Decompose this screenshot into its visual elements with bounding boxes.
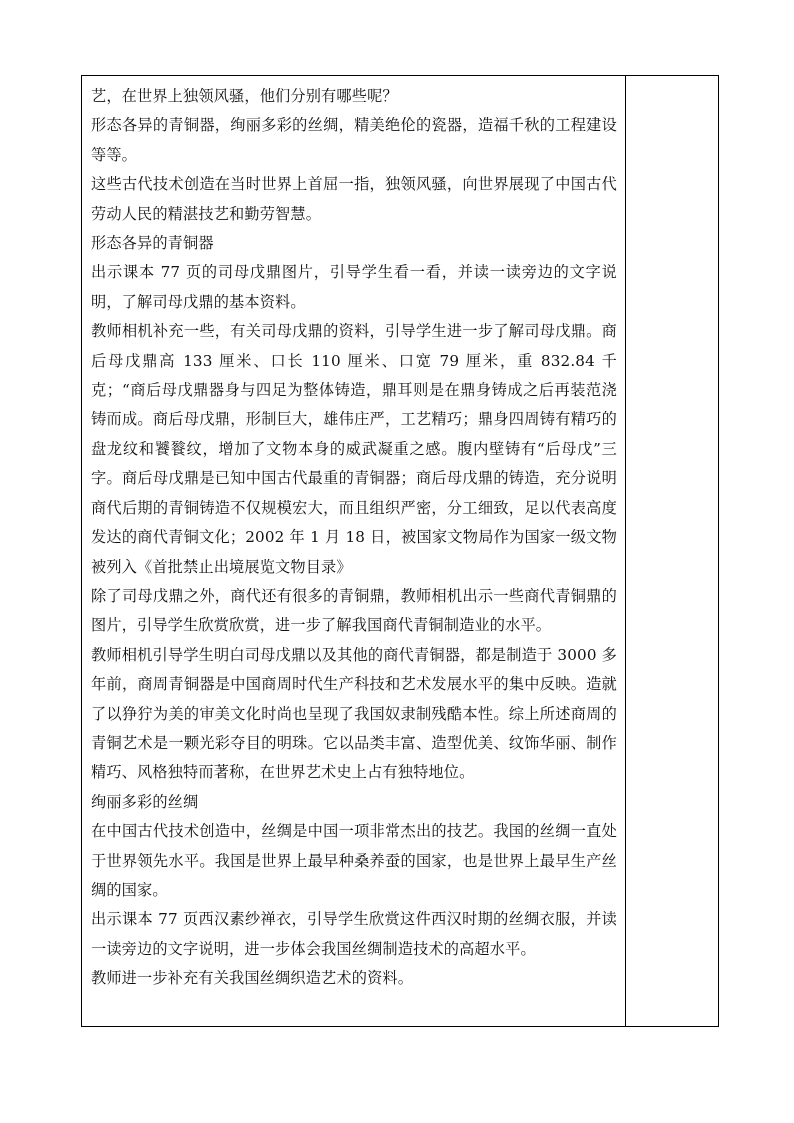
text-paragraph: 出示课本 77 页西汉素纱禅衣，引导学生欣赏这件西汉时期的丝绸衣服，并读一读旁边的文字说明，进一步体会我国丝绸制造技术的高超水平。 xyxy=(91,910,617,958)
text-paragraph: 教师进一步补充有关我国丝绸织造艺术的资料。 xyxy=(91,969,414,988)
text-paragraph: 除了司母戊鼎之外，商代还有很多的青铜鼎，教师相机出示一些商代青铜鼎的图片，引导学生欣赏欣赏，进一步了解我国商代青铜制造业的水平。 xyxy=(91,586,617,635)
notes-cell xyxy=(626,76,718,1026)
text-paragraph: 在中国古代技术创造中，丝绸是中国一项非常杰出的技艺。我国的丝绸一直处于世界领先水平。我国是世界上最早种桑养蚕的国家，也是世界上最早生产丝绸的国家。 xyxy=(91,822,617,899)
content-cell xyxy=(82,76,626,1026)
text-paragraph: 这些古代技术创造在当时世界上首屈一指，独领风骚，向世界展现了中国古代劳动人民的精湛技艺和勤劳智慧。 xyxy=(91,175,617,223)
lesson-table xyxy=(81,75,719,1027)
text-paragraph: 教师相机引导学生明白司母戊鼎以及其他的商代青铜器，都是制造于 3000 多年前，商周青铜器是中国商周时代生产科技和艺术发展水平的集中反映。造就了以狰狞为美的审美文化时尚也呈现了我国奴隶制残酷本性。综上所述商周的青铜艺术是一颗光彩夺目的明珠。它以品类丰富、造型优美、纹饰华丽、制作精巧、风格独特而著称，在世界艺术史上占有独特地位。 xyxy=(91,645,617,782)
text-paragraph: 艺，在世界上独领风骚，他们分别有哪些呢？ xyxy=(91,87,398,105)
text-paragraph: 形态各异的青铜器，绚丽多彩的丝绸，精美绝伦的瓷器，造福千秋的工程建设等等。 xyxy=(91,116,617,164)
section-heading-silk: 绚丽多彩的丝绸 xyxy=(91,792,199,811)
text-paragraph: 教师相机补充一些，有关司母戊鼎的资料，引导学生进一步了解司母戊鼎。商后母戊鼎高 133 厘米、口长 110 厘米、口宽 79 厘米，重 832.84 千克；“商后母戊鼎器身与四足为整体铸造，鼎耳则是在鼎身铸成之后再装范浇铸而成。商后母戊鼎，形制巨大，雄伟庄严，工艺精巧；鼎身四周铸有精巧的盘龙纹和饕餮纹，增加了文物本身的威武凝重之感。腹内壁铸有“后母戊”三字。商后母戊鼎是已知中国古代最重的青铜器；商后母戊鼎的铸造，充分说明商代后期的青铜铸造不仅规模宏大，而且组织严密，分工细致，足以代表高度发达的商代青铜文化；2002 年 1 月 18 日，被国家文物局作为国家一级文物被列入《首批禁止出境展览文物目录》 xyxy=(91,322,617,576)
text-paragraph: 出示课本 77 页的司母戊鼎图片，引导学生看一看，并读一读旁边的文字说明，了解司母戊鼎的基本资料。 xyxy=(91,263,617,311)
section-heading-bronze: 形态各异的青铜器 xyxy=(91,234,214,253)
